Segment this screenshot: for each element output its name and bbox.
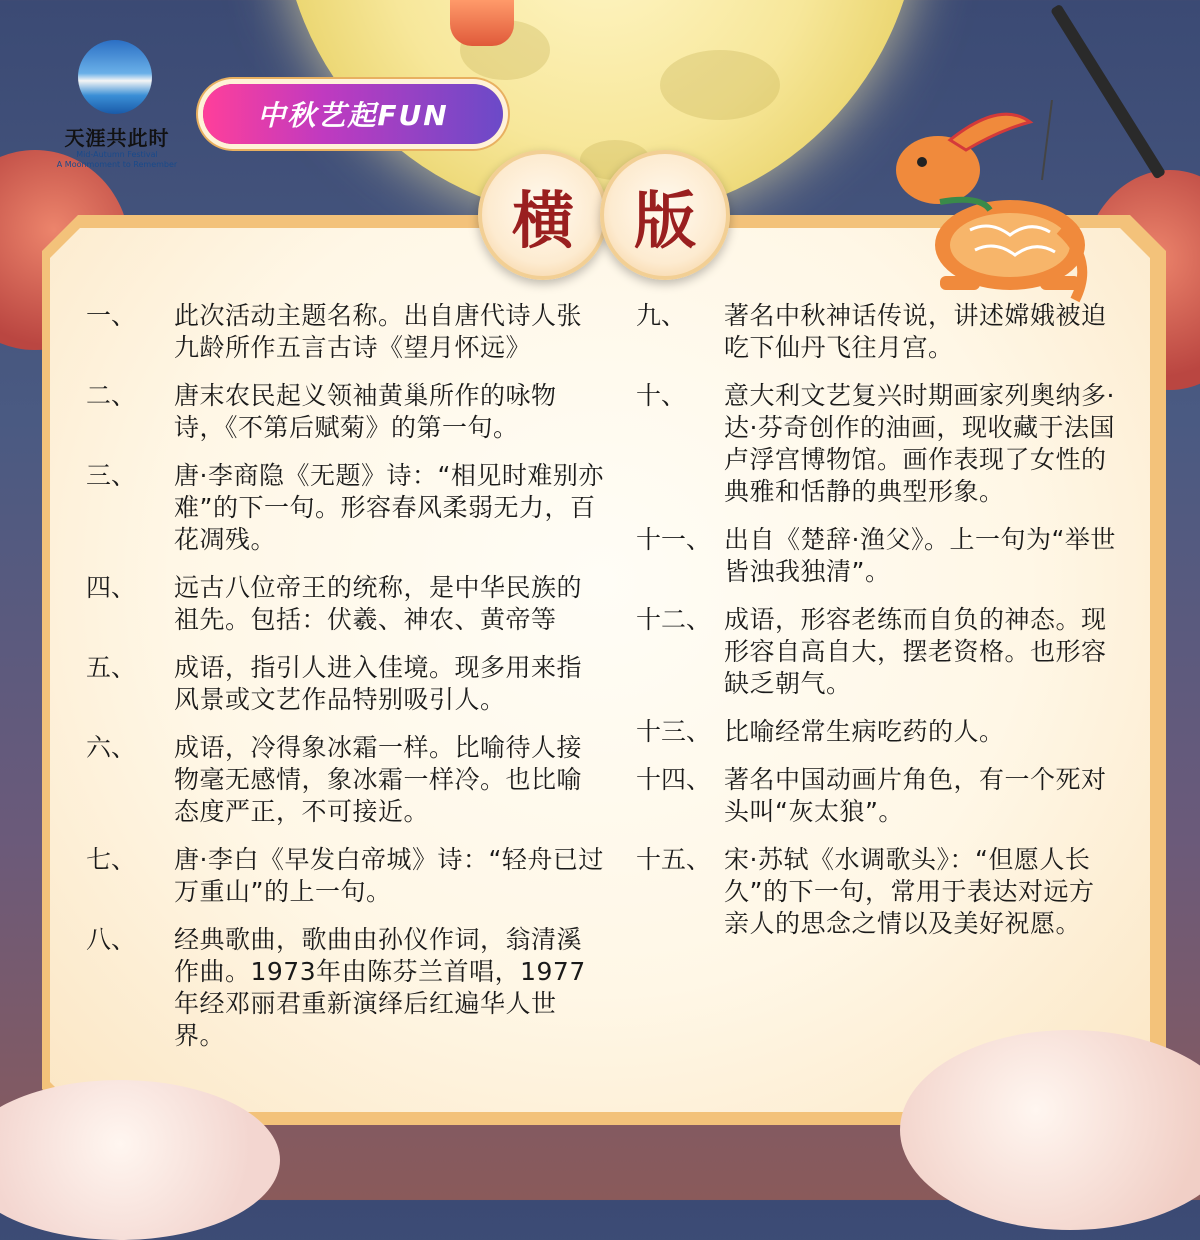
clue-text: 此次活动主题名称。出自唐代诗人张九龄所作五言古诗《望月怀远》 bbox=[174, 301, 583, 362]
clue-item bbox=[86, 460, 606, 556]
clue-text: 成语，形容老练而自负的神态。现形容自高自大，摆老资格。也形容缺乏朝气。 bbox=[724, 605, 1107, 698]
clue-number: 十、 bbox=[636, 381, 687, 410]
clue-text: 著名中国动画片角色，有一个死对头叫“灰太狼”。 bbox=[724, 765, 1107, 826]
clue-number: 三、 bbox=[86, 461, 137, 490]
logo-subtitle-1: Mid-Autumn Festival bbox=[76, 150, 158, 159]
clue-list-left bbox=[86, 300, 606, 1068]
clue-text: 唐·李商隐《无题》诗：“相见时难别亦难”的下一句。形容春风柔弱无力，百花凋残。 bbox=[174, 461, 604, 554]
clue-number: 十一、 bbox=[636, 525, 712, 554]
clue-item bbox=[86, 924, 606, 1052]
clue-text: 比喻经常生病吃药的人。 bbox=[724, 717, 1005, 746]
clue-number: 十三、 bbox=[636, 717, 712, 746]
title-circle-1 bbox=[478, 150, 608, 280]
clue-text: 经典歌曲，歌曲由孙仪作词，翁清溪作曲。1973年由陈芬兰首唱，1977年经邓丽君重新演绎后红遍华人世界。 bbox=[174, 925, 586, 1050]
clue-item bbox=[636, 764, 1116, 828]
title-circle-2 bbox=[600, 150, 730, 280]
clue-number: 六、 bbox=[86, 733, 137, 762]
clue-text: 远古八位帝王的统称，是中华民族的祖先。包括：伏羲、神农、黄帝等 bbox=[174, 573, 583, 634]
event-badge-text: 中秋艺起FUN bbox=[257, 99, 449, 132]
clue-text: 唐末农民起义领袖黄巢所作的咏物诗，《不第后赋菊》的第一句。 bbox=[174, 381, 557, 442]
title-char-1: 横 bbox=[511, 183, 574, 257]
clue-item bbox=[636, 844, 1116, 940]
clue-text: 宋·苏轼《水调歌头》：“但愿人长久”的下一句，常用于表达对远方亲人的思念之情以及美好祝愿。 bbox=[724, 845, 1095, 938]
clue-item bbox=[636, 300, 1116, 364]
logo-title: 天涯共此时 bbox=[64, 126, 170, 150]
clue-number: 四、 bbox=[86, 573, 137, 602]
clue-text: 出自《楚辞·渔父》。上一句为“举世皆浊我独清”。 bbox=[724, 525, 1116, 586]
clue-number: 九、 bbox=[636, 301, 687, 330]
clue-item bbox=[636, 524, 1116, 588]
clue-item bbox=[86, 572, 606, 636]
clue-text: 唐·李白《早发白帝城》诗：“轻舟已过万重山”的上一句。 bbox=[174, 845, 604, 906]
clue-number: 一、 bbox=[86, 301, 137, 330]
logo-subtitle-2: A Moonmoment to Remember bbox=[56, 160, 178, 169]
clue-text: 著名中秋神话传说，讲述嫦娥被迫吃下仙丹飞往月宫。 bbox=[724, 301, 1107, 362]
sky-lantern-icon bbox=[450, 0, 514, 46]
clue-text: 意大利文艺复兴时期画家列奥纳多·达·芬奇创作的油画，现收藏于法国卢浮宫博物馆。画作表现了女性的典雅和恬静的典型形象。 bbox=[724, 381, 1115, 506]
clue-number: 五、 bbox=[86, 653, 137, 682]
clue-item bbox=[86, 300, 606, 364]
clue-number: 十二、 bbox=[636, 605, 712, 634]
rabbit-lantern-icon bbox=[880, 100, 1100, 310]
clue-item bbox=[636, 716, 1116, 748]
clue-number: 七、 bbox=[86, 845, 137, 874]
clue-number: 十五、 bbox=[636, 845, 712, 874]
logo bbox=[42, 40, 202, 180]
clue-text: 成语，指引人进入佳境。现多用来指风景或文艺作品特别吸引人。 bbox=[174, 653, 583, 714]
clue-number: 十四、 bbox=[636, 765, 712, 794]
clue-number: 八、 bbox=[86, 925, 137, 954]
clue-item bbox=[86, 652, 606, 716]
event-badge bbox=[203, 84, 503, 144]
clue-text: 成语，冷得象冰霜一样。比喻待人接物毫无感情，象冰霜一样冷。也比喻态度严正，不可接近。 bbox=[174, 733, 583, 826]
clue-item bbox=[86, 732, 606, 828]
clue-item bbox=[636, 604, 1116, 700]
clue-item bbox=[86, 844, 606, 908]
logo-circle-icon bbox=[78, 40, 152, 114]
clue-number: 二、 bbox=[86, 381, 137, 410]
clue-list-right bbox=[636, 300, 1116, 956]
clue-item bbox=[636, 380, 1116, 508]
clue-item bbox=[86, 380, 606, 444]
title-char-2: 版 bbox=[633, 183, 696, 257]
